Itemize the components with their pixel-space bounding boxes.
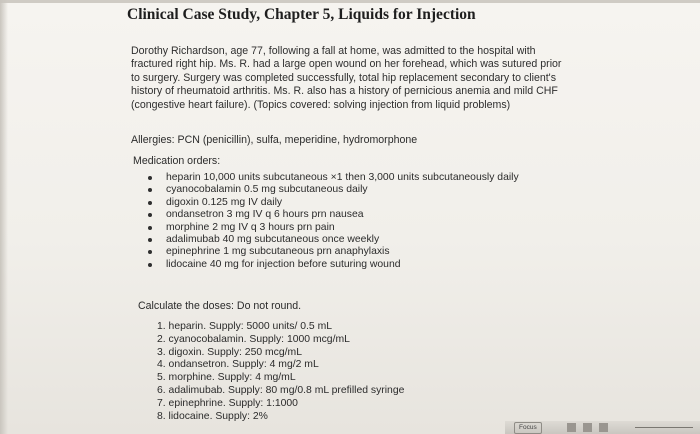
- medication-item: [148, 197, 519, 209]
- bullet-icon: [148, 263, 152, 267]
- medication-item: [148, 172, 519, 184]
- allergies-line: Allergies: PCN (penicillin), sulfa, meperidine, hydromorphone: [131, 134, 418, 146]
- dose-item: 7. epinephrine. Supply: 1:1000: [157, 397, 298, 409]
- medication-item: [148, 222, 519, 234]
- layout-icon[interactable]: [567, 423, 576, 432]
- page-left-shadow: [0, 0, 8, 434]
- print-layout-icon[interactable]: [583, 423, 592, 432]
- medication-item: [148, 246, 519, 258]
- dose-item: 3. digoxin. Supply: 250 mcg/mL: [157, 346, 302, 358]
- medication-text: digoxin 0.125 mg IV daily: [166, 196, 283, 208]
- bullet-icon: [148, 250, 152, 254]
- page-title: Clinical Case Study, Chapter 5, Liquids for Injection: [127, 6, 476, 23]
- web-layout-icon[interactable]: [599, 423, 608, 432]
- bullet-icon: [148, 176, 152, 180]
- calculate-doses-heading: Calculate the doses: Do not round.: [138, 300, 302, 312]
- zoom-slider[interactable]: [635, 427, 693, 428]
- dose-item: 4. ondansetron. Supply: 4 mg/2 mL: [157, 359, 319, 371]
- medication-item: [148, 234, 519, 246]
- dose-item: 6. adalimubab. Supply: 80 mg/0.8 mL prefilled syringe: [157, 384, 405, 396]
- dose-item: 2. cyanocobalamin. Supply: 1000 mcg/mL: [157, 333, 350, 345]
- medication-text: adalimubab 40 mg subcutaneous once weekly: [166, 234, 380, 246]
- medication-list: [148, 172, 519, 271]
- bullet-icon: [148, 238, 152, 242]
- dose-calculation-list: [157, 321, 404, 423]
- bullet-icon: [148, 213, 152, 217]
- medication-text: heparin 10,000 units subcutaneous ×1 then 3,000 units subcutaneously daily: [166, 172, 519, 183]
- dose-item: 5. morphine. Supply: 4 mg/mL: [157, 372, 296, 384]
- bullet-icon: [148, 201, 152, 205]
- medication-text: epinephrine 1 mg subcutaneous prn anaphylaxis: [166, 246, 390, 258]
- medication-text: cyanocobalamin 0.5 mg subcutaneous daily: [166, 184, 368, 196]
- bullet-icon: [148, 226, 152, 230]
- medication-item: [148, 209, 519, 221]
- status-bar: [505, 421, 700, 434]
- dose-item: 1. heparin. Supply: 5000 units/ 0.5 mL: [157, 321, 333, 332]
- focus-button[interactable]: [514, 422, 542, 434]
- medication-item: [148, 259, 519, 271]
- focus-button-label: Focus: [519, 424, 537, 431]
- case-intro-paragraph: Dorothy Richardson, age 77, following a fall at home, was admitted to the hospital with fractured right hip. Ms. R. had a large open wound on her forehead, which was sutured prior to surgery. Surgery was completed successfully, total hip replacement secondary to client's history of rheumatoid arthritis. Ms. R. also has a history of pernicious anemia and mild CHF (congestive heart failure). (Topics covered: solving injection from liquid problems): [131, 45, 562, 111]
- medication-orders-heading: Medication orders:: [133, 155, 221, 167]
- dose-item: 8. lidocaine. Supply: 2%: [157, 410, 268, 422]
- medication-text: ondansetron 3 mg IV q 6 hours prn nausea: [166, 209, 364, 221]
- medication-text: morphine 2 mg IV q 3 hours prn pain: [166, 221, 335, 233]
- medication-item: [148, 184, 519, 196]
- bullet-icon: [148, 188, 152, 192]
- medication-text: lidocaine 40 mg for injection before suturing wound: [166, 258, 401, 270]
- page-top-edge: [0, 0, 700, 3]
